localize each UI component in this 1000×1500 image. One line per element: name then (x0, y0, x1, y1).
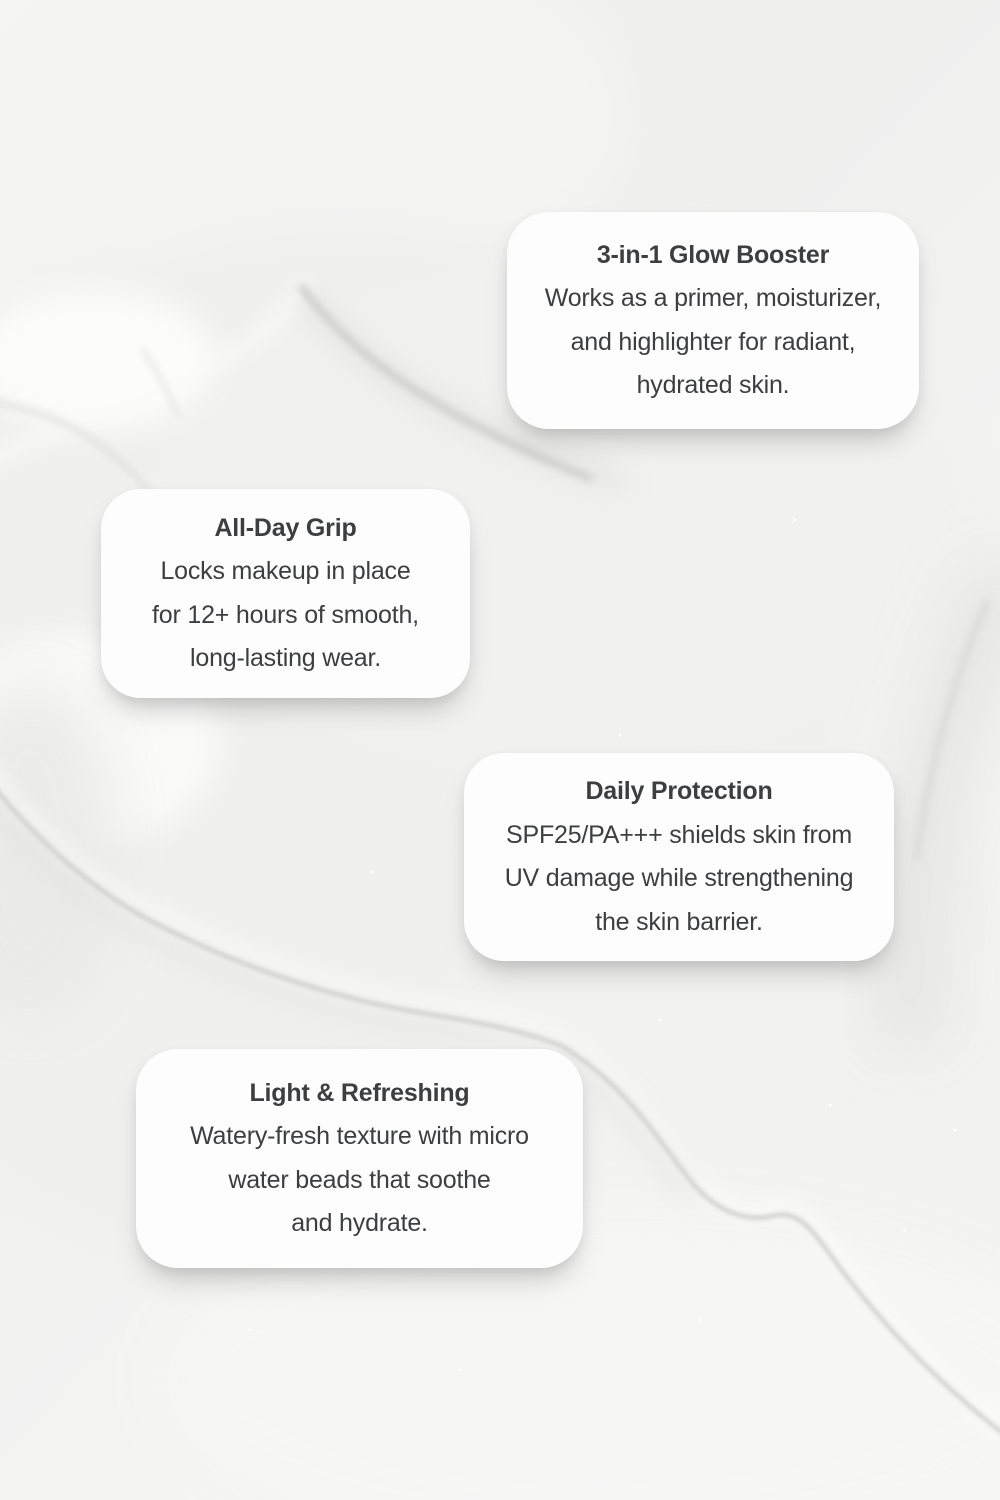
feature-card-light-refreshing (136, 1049, 583, 1268)
feature-card-title: Daily Protection (585, 777, 773, 805)
feature-card-line: hydrated skin. (636, 371, 790, 399)
feature-card-title: All-Day Grip (214, 513, 357, 542)
feature-card-glow-booster (507, 212, 919, 429)
feature-card-daily-protection (464, 753, 894, 961)
feature-card-line: Watery-fresh texture with micro (190, 1122, 529, 1150)
feature-card-line: and hydrate. (291, 1209, 428, 1237)
feature-card-all-day-grip (101, 489, 470, 698)
feature-card-line: water beads that soothe (228, 1165, 491, 1194)
feature-card-line: SPF25/PA+++ shields skin from (506, 820, 852, 849)
feature-card-title: Light & Refreshing (249, 1078, 470, 1107)
feature-card-line: the skin barrier. (595, 907, 763, 936)
feature-card-line: for 12+ hours of smooth, (152, 600, 419, 629)
feature-card-line: Locks makeup in place (160, 557, 411, 585)
feature-card-line: and highlighter for radiant, (570, 327, 856, 356)
feature-card-line: long-lasting wear. (190, 644, 381, 672)
feature-card-line: Works as a primer, moisturizer, (544, 284, 882, 312)
feature-card-title: 3-in-1 Glow Booster (596, 240, 830, 269)
feature-card-line: UV damage while strengthening (504, 864, 854, 892)
